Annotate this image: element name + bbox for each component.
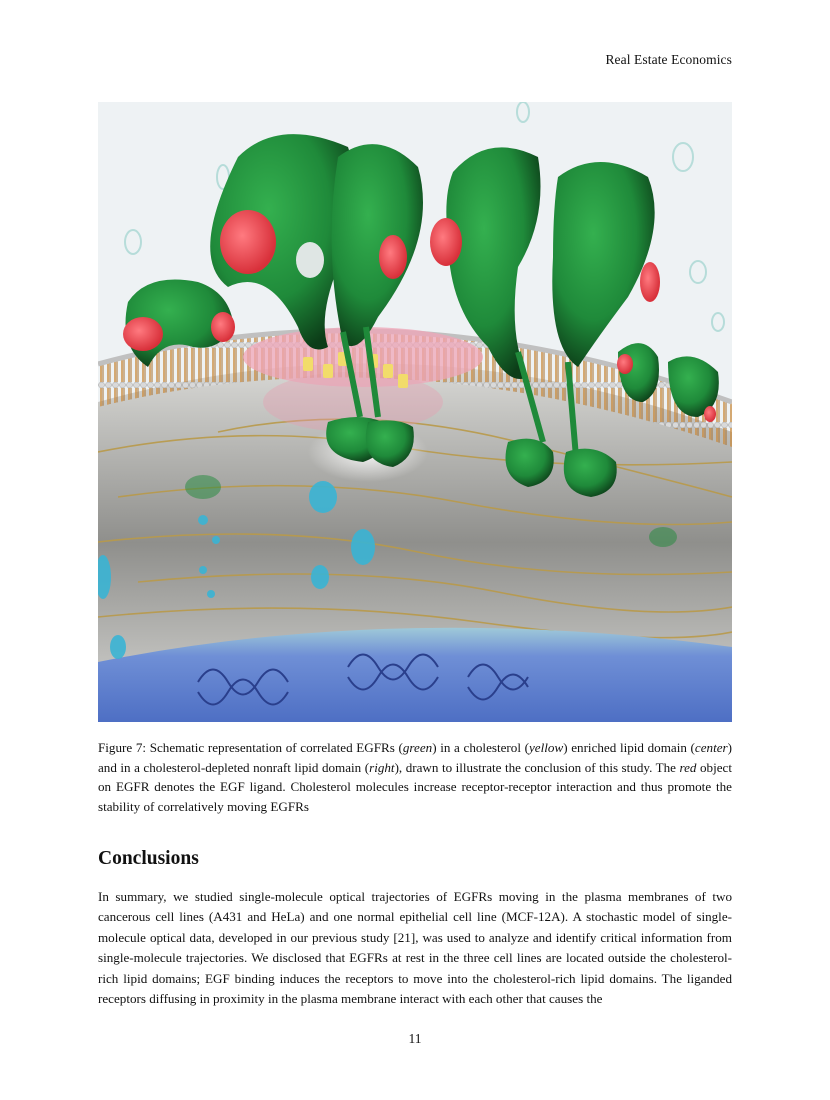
caption-right: right: [369, 759, 395, 775]
section-title: Conclusions: [98, 848, 199, 869]
caption-text: ) in a cholesterol (: [432, 740, 529, 755]
caption-text: Schematic representation of correlated EGFRs (: [146, 740, 403, 755]
body-paragraph: In summary, we studied single-molecule optical trajectories of EGFRs moving in the plasma membranes of two cancerous cell lines (A431 and HeLa) and one normal epithelial cell line (MCF-12A). A stochastic model of single-molecule optical data, developed in our previous study [21], was used to analyze and identify critical information from single-molecule trajectories. We disclosed that EGFRs at rest in the three cell lines are located outside the cholesterol-rich lipid domains; EGF binding induces the receptors to move into the cholesterol-rich lipid domains. The liganded receptors diffusing in proximity in the plasma membrane interact with each other that causes the: [98, 889, 732, 1007]
egfr-schematic-image: [98, 102, 732, 722]
caption-green: green: [402, 740, 433, 755]
figure-label: Figure 7:: [98, 740, 147, 755]
figure-caption: [98, 738, 732, 816]
caption-center: center: [694, 740, 728, 755]
caption-red: red: [679, 759, 697, 775]
caption-text: ) and in a cholesterol-depleted nonraft lipid domain (: [98, 740, 732, 775]
caption-text: ) enriched lipid domain (: [563, 740, 695, 755]
caption-yellow: yellow: [529, 740, 564, 755]
caption-text: object on EGFR denotes the EGF ligand. Cholesterol molecules increase receptor-receptor interaction and thus promote the stability of correlatively moving EGFRs: [98, 759, 732, 814]
running-head: Real Estate Economics: [605, 52, 732, 67]
page-number: 11: [408, 1031, 422, 1046]
caption-text: ), drawn to illustrate the conclusion of this study. The: [394, 759, 680, 775]
figure-illustration: [98, 102, 732, 722]
